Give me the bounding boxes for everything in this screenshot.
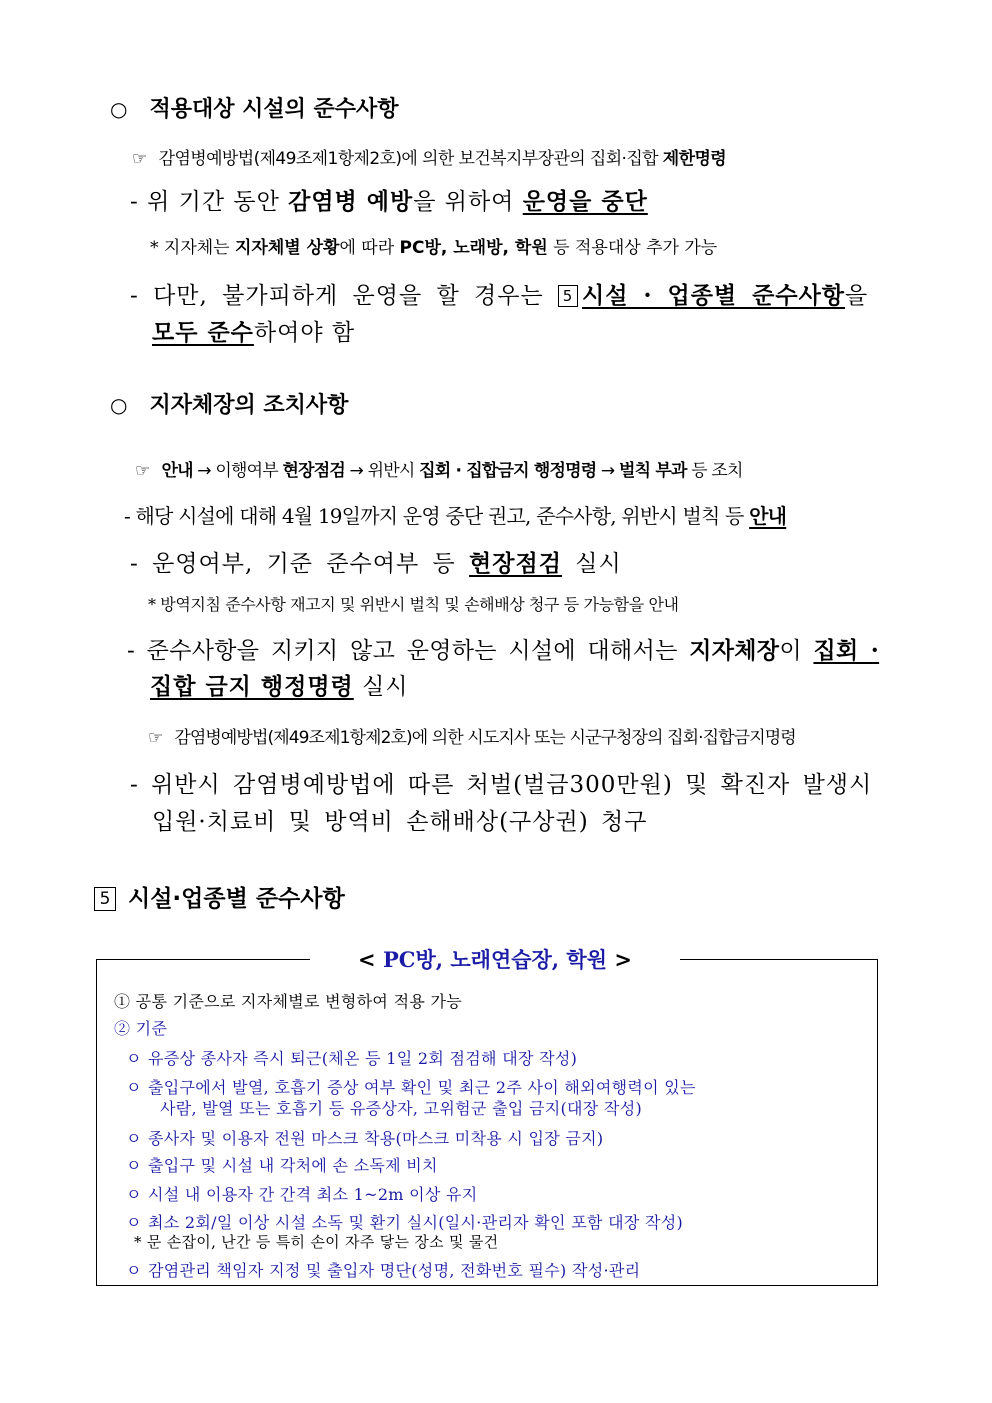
line-text-bold: 지자체장 (689, 638, 780, 664)
section1-heading (110, 92, 399, 123)
section2-line3 (127, 632, 879, 665)
box-bullet-cont: 사람, 발열 또는 호흡기 등 유증상자, 고위험군 출입 금지(대장 작성) (160, 1099, 642, 1118)
line-text: - 준수사항을 지키지 않고 운영하는 시설에 대해서는 (127, 638, 690, 664)
bullet-icon: ㅇ (126, 1213, 142, 1232)
bullet-text: 최소 2회/일 이상 시설 소독 및 환기 실시(일시·관리자 확인 포함 대장 작성) (148, 1213, 684, 1232)
note-text: 에 따라 (339, 238, 400, 258)
line-text: - 위 기간 동안 (130, 189, 289, 215)
line-text: 하여야 함 (253, 320, 356, 346)
line-text: - 다만, 불가피하게 운영을 할 경우는 (130, 283, 559, 309)
hand-pointing-icon: ☞ (132, 149, 147, 169)
note-text-bold: PC방, 노래방, 학원 (399, 238, 548, 258)
flow-text-bold: 현장점검 (282, 461, 345, 481)
standards-box-title (310, 944, 680, 974)
circle-bullet-icon: ○ (110, 97, 128, 121)
section1-line1 (130, 183, 648, 216)
box-bullet (126, 1075, 696, 1098)
box-bullet (126, 1153, 438, 1176)
law-text: 감염병예방법(제49조제1항제2호)에 의한 시도지사 또는 시군구청장의 집회·집합금지명령 (174, 728, 796, 748)
box-sub-note: * 문 손잡이, 난간 등 특히 손이 자주 닿는 장소 및 물건 (134, 1233, 499, 1251)
circle-bullet-icon: ○ (110, 393, 128, 417)
bullet-text: 종사자 및 이용자 전원 마스크 착용(마스크 미착용 시 입장 금지) (148, 1129, 604, 1148)
hand-pointing-icon: ☞ (135, 461, 150, 481)
box-bullet (126, 1210, 683, 1233)
section2-title: 지자체장의 조치사항 (149, 393, 349, 418)
line-text: - 운영여부, 기준 준수여부 등 (130, 551, 470, 577)
section1-title: 적용대상 시설의 준수사항 (149, 97, 399, 122)
line-text: 을 (845, 283, 869, 309)
flow-text: → 위반시 (344, 461, 420, 481)
section2-note: * 방역지침 준수사항 재고지 및 위반시 벌칙 및 손해배상 청구 등 가능함을 안내 (148, 595, 679, 614)
flow-text: → 이행여부 (192, 461, 283, 481)
law-text-bold: 제한명령 (662, 149, 727, 169)
line-text: - 해당 시설에 대해 4월 19일까지 운영 중단 권고, 준수사항, 위반시 벌칙 등 (124, 504, 750, 528)
section2-line1 (124, 500, 786, 529)
line-text-bold-underline: 안내 (749, 504, 787, 528)
bullet-text: 유증상 종사자 즉시 퇴근(체온 등 1일 2회 점검해 대장 작성) (148, 1049, 578, 1068)
bullet-icon: ㅇ (126, 1185, 142, 1204)
bullet-icon: ㅇ (126, 1049, 142, 1068)
bullet-text: 시설 내 이용자 간 간격 최소 1~2m 이상 유지 (148, 1185, 478, 1204)
section2-line2 (130, 545, 622, 578)
line-text-bold-underline: 모두 준수 (152, 319, 254, 346)
section2-line3-cont (150, 668, 409, 701)
section2-flow (135, 456, 743, 481)
bullet-text: 출입구 및 시설 내 각처에 손 소독제 비치 (148, 1156, 438, 1175)
section2-heading (110, 388, 348, 419)
box-item-2: ② 기준 (114, 1019, 168, 1038)
note-text: * 지자체는 (150, 238, 235, 258)
flow-text: 등 조치 (686, 461, 743, 481)
section1-line2 (130, 277, 868, 310)
bullet-icon: ㅇ (126, 1078, 142, 1097)
bullet-text: 출입구에서 발열, 호흡기 증상 여부 확인 및 최근 2주 사이 해외여행력이 있는 (148, 1078, 696, 1097)
line-text-bold-underline: 집회 · (813, 637, 880, 664)
bullet-icon: ㅇ (126, 1261, 142, 1280)
section3-heading (94, 880, 345, 913)
section2-law-reference (148, 723, 796, 748)
title-bracket: < (358, 947, 383, 972)
box-item-1: ① 공통 기준으로 지자체별로 변형하여 적용 가능 (114, 992, 462, 1011)
flow-text-bold: 안내 (161, 461, 193, 481)
bullet-text: 감염관리 책임자 지정 및 출입자 명단(성명, 전화번호 필수) 작성·관리 (148, 1261, 641, 1280)
line-text-bold-underline: 현장점검 (469, 550, 562, 577)
section1-line2-cont (152, 314, 355, 347)
line-text: 실시 (561, 551, 622, 577)
section1-note (150, 233, 717, 258)
box-bullet (126, 1258, 640, 1281)
box-title-text: PC방, 노래연습장, 학원 (382, 947, 608, 972)
line-text-bold-underline: 운영을 중단 (522, 188, 648, 215)
numbered-box-icon: 5 (94, 887, 116, 911)
section2-line4-cont: 입원·치료비 및 방역비 손해배상(구상권) 청구 (152, 809, 648, 835)
line-text: 을 위하여 (413, 189, 523, 215)
line-text: 이 (779, 638, 814, 664)
bullet-icon: ㅇ (126, 1156, 142, 1175)
line-text-bold-underline: 집합 금지 행정명령 (150, 673, 354, 700)
section3-title: 시설·업종별 준수사항 (128, 886, 345, 912)
note-text: 등 적용대상 추가 가능 (547, 238, 718, 258)
flow-text: → (596, 461, 619, 481)
flow-text-bold: 벌칙 부과 (618, 461, 687, 481)
section1-law-reference (132, 144, 726, 169)
bullet-icon: ㅇ (126, 1129, 142, 1148)
line-text-bold-underline: 시설 · 업종별 준수사항 (582, 282, 846, 309)
law-text: 감염병예방법(제49조제1항제2호)에 의한 보건복지부장관의 집회·집합 (158, 149, 663, 169)
numbered-box-icon: 5 (558, 285, 578, 307)
title-bracket: > (607, 947, 632, 972)
box-bullet (126, 1046, 577, 1069)
box-bullet (126, 1126, 603, 1149)
flow-text-bold: 집회 · 집합금지 행정명령 (419, 461, 597, 481)
line-text-bold: 감염병 예방 (288, 188, 414, 215)
line-text: 실시 (353, 674, 409, 700)
note-text-bold: 지자체별 상황 (235, 238, 340, 258)
section2-line4: - 위반시 감염병예방법에 따른 처벌(벌금300만원) 및 확진자 발생시 (130, 772, 873, 798)
box-bullet (126, 1182, 478, 1205)
hand-pointing-icon: ☞ (148, 728, 163, 748)
